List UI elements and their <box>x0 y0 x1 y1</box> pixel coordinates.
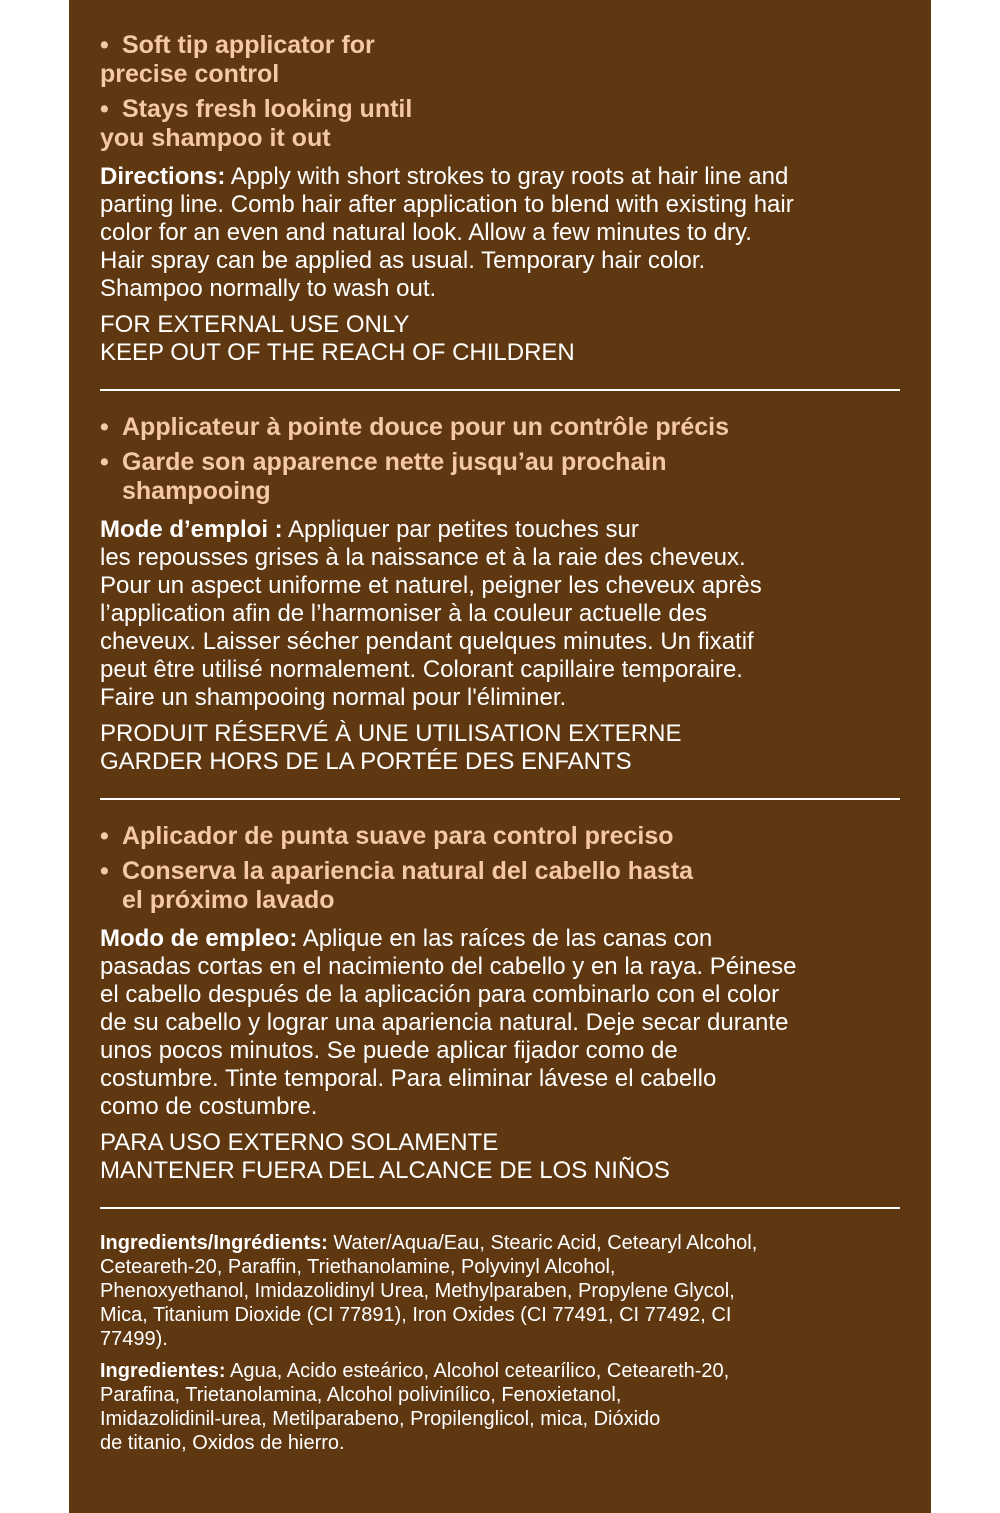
directions-label: Modo de empleo: <box>100 925 298 952</box>
ingredients-section <box>100 1231 900 1455</box>
warning-line: MANTENER FUERA DEL ALCANCE DE LOS NIÑOS <box>100 1157 670 1184</box>
directions-line: Faire un shampooing normal pour l'éliminer. <box>100 684 567 711</box>
directions-line: unos pocos minutos. Se puede aplicar fijador como de <box>100 1037 678 1064</box>
bullet-line: • Soft tip applicator for <box>122 31 375 59</box>
bullet-applicator-es <box>100 822 900 851</box>
bullet-line: you shampoo it out <box>100 124 331 152</box>
bullet-fresh-en <box>100 95 900 124</box>
bullet-fresh-es <box>100 857 900 915</box>
warnings-fr <box>100 720 900 776</box>
directions-line: Pour un aspect uniforme et naturel, peigner les cheveux après <box>100 572 762 599</box>
bullet-line: el próximo lavado <box>122 886 335 914</box>
bullet-line: • Applicateur à pointe douce pour un contrôle précis <box>122 413 730 441</box>
directions-en <box>100 163 900 303</box>
directions-line: Shampoo normally to wash out. <box>100 275 437 302</box>
product-label-panel <box>69 0 931 1513</box>
spanish-section <box>100 822 900 1185</box>
ingredients-line: Parafina, Trietanolamina, Alcohol polivinílico, Fenoxietanol, <box>100 1384 622 1406</box>
directions-line: l’application afin de l’harmoniser à la couleur actuelle des <box>100 600 708 627</box>
directions-line: les repousses grises à la naissance et à la raie des cheveux. <box>100 544 746 571</box>
bullet-line: • Garde son apparence nette jusqu’au prochain <box>122 448 667 476</box>
bullet-line: • Stays fresh looking until <box>122 95 413 123</box>
directions-line: cheveux. Laisser sécher pendant quelques minutes. Un fixatif <box>100 628 754 655</box>
directions-label: Directions: <box>100 163 226 190</box>
ingredients-es <box>100 1359 900 1455</box>
ingredients-line: Mica, Titanium Dioxide (CI 77891), Iron Oxides (CI 77491, CI 77492, CI <box>100 1304 732 1326</box>
bullet-line: • Conserva la apariencia natural del cabello hasta <box>122 857 694 885</box>
directions-line: pasadas cortas en el nacimiento del cabello y en la raya. Péinese <box>100 953 797 980</box>
directions-line: peut être utilisé normalement. Colorant capillaire temporaire. <box>100 656 743 683</box>
bullet-applicator-en-cont <box>100 60 900 89</box>
directions-line: color for an even and natural look. Allow a few minutes to dry. <box>100 219 752 246</box>
directions-es <box>100 925 900 1121</box>
bullet-applicator-fr <box>100 413 900 442</box>
warning-line: FOR EXTERNAL USE ONLY <box>100 311 410 338</box>
bullet-applicator-en <box>100 31 900 60</box>
ingredients-line: 77499). <box>100 1328 168 1350</box>
bullet-fresh-fr <box>100 448 900 506</box>
directions-line: Apply with short strokes to gray roots at hair line and <box>225 163 789 190</box>
warnings-es <box>100 1129 900 1185</box>
warning-line: KEEP OUT OF THE REACH OF CHILDREN <box>100 339 575 366</box>
french-section <box>100 413 900 776</box>
divider <box>100 389 900 391</box>
warning-line: PRODUIT RÉSERVÉ À UNE UTILISATION EXTERNE <box>100 720 682 747</box>
ingredients-line: de titanio, Oxidos de hierro. <box>100 1432 345 1454</box>
directions-line: Hair spray can be applied as usual. Temporary hair color. <box>100 247 706 274</box>
directions-fr <box>100 516 900 712</box>
warnings-en <box>100 311 900 367</box>
bullet-line: precise control <box>100 60 280 88</box>
directions-line: costumbre. Tinte temporal. Para eliminar lávese el cabello <box>100 1065 717 1092</box>
warning-line: PARA USO EXTERNO SOLAMENTE <box>100 1129 499 1156</box>
ingredients-line: Ceteareth-20, Paraffin, Triethanolamine, Polyvinyl Alcohol, <box>100 1256 616 1278</box>
directions-line: de su cabello y lograr una apariencia natural. Deje secar durante <box>100 1009 789 1036</box>
divider <box>100 1207 900 1209</box>
label-content <box>100 31 900 1455</box>
directions-line: Aplique en las raíces de las canas con <box>297 925 713 952</box>
directions-label: Mode d’emploi : <box>100 516 283 543</box>
ingredients-line: Water/Aqua/Eau, Stearic Acid, Cetearyl Alcohol, <box>327 1232 758 1254</box>
bullet-line: shampooing <box>122 477 271 505</box>
ingredients-line: Imidazolidinil-urea, Metilparabeno, Propilenglicol, mica, Dióxido <box>100 1408 661 1430</box>
bullet-fresh-en-cont <box>100 124 900 153</box>
ingredients-line: Agua, Acido esteárico, Alcohol cetearílico, Ceteareth-20, <box>225 1360 730 1382</box>
warning-line: GARDER HORS DE LA PORTÉE DES ENFANTS <box>100 748 632 775</box>
directions-line: el cabello después de la aplicación para combinarlo con el color <box>100 981 780 1008</box>
ingredients-label: Ingredientes: <box>100 1360 226 1382</box>
ingredients-line: Phenoxyethanol, Imidazolidinyl Urea, Methylparaben, Propylene Glycol, <box>100 1280 735 1302</box>
ingredients-en-fr <box>100 1231 900 1351</box>
directions-line: parting line. Comb hair after application to blend with existing hair <box>100 191 794 218</box>
directions-line: como de costumbre. <box>100 1093 318 1120</box>
ingredients-label: Ingredients/Ingrédients: <box>100 1232 328 1254</box>
bullet-line: • Aplicador de punta suave para control preciso <box>122 822 674 850</box>
divider <box>100 798 900 800</box>
english-section <box>100 31 900 367</box>
directions-line: Appliquer par petites touches sur <box>282 516 639 543</box>
